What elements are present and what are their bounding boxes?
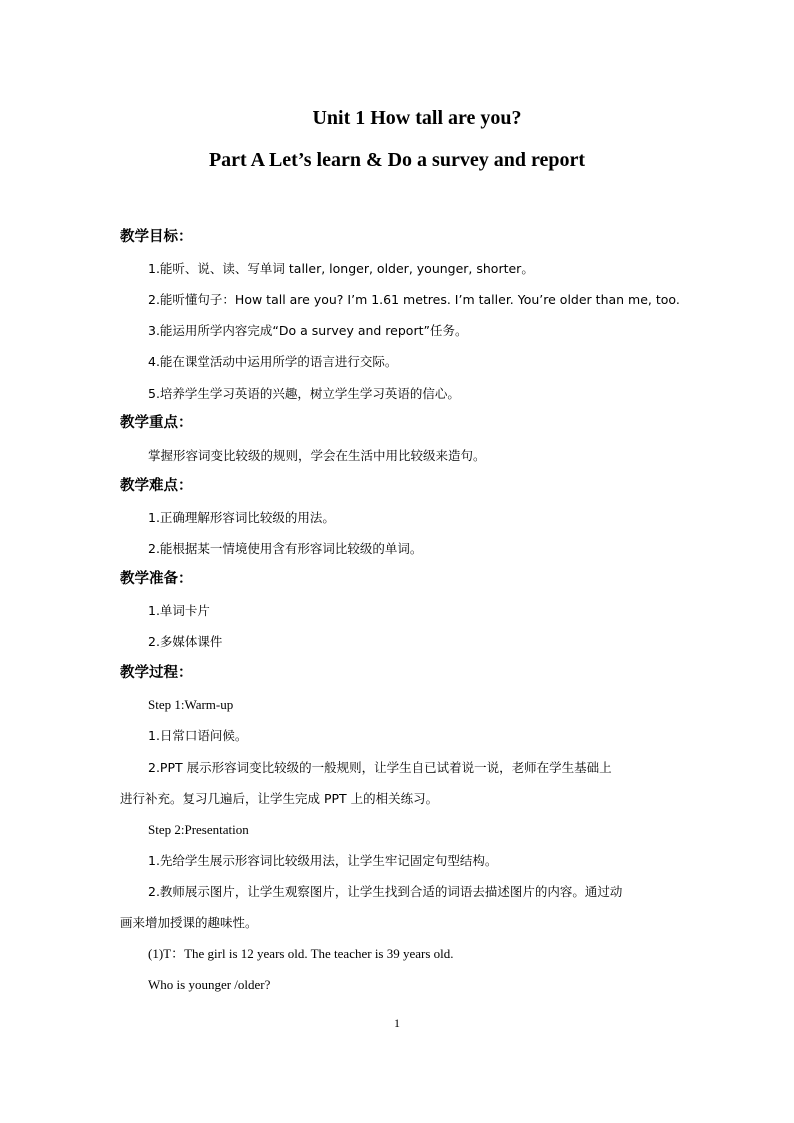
difficulty-item-2: 2.能根据某一情境使用含有形容词比较级的单词。 bbox=[148, 541, 423, 556]
step1-item-2: 2.PPT 展示形容词变比较级的一般规则，让学生自已试着说一说，老师在学生基础上 bbox=[148, 760, 612, 775]
page-number: 1 bbox=[394, 1016, 400, 1030]
step2-item-2-continued: 画来增加授课的趣味性。 bbox=[120, 915, 258, 930]
preparation-item-1: 1.单词卡片 bbox=[148, 603, 210, 618]
step2-question-line: Who is younger /older? bbox=[148, 977, 271, 992]
preparation-item-2: 2.多媒体课件 bbox=[148, 634, 223, 649]
step2-example-line: (1)T：The girl is 12 years old. The teacher is 39 years old. bbox=[148, 946, 454, 961]
step2-title: Step 2:Presentation bbox=[148, 822, 249, 837]
objective-item-3: 3.能运用所学内容完成“Do a survey and report”任务。 bbox=[148, 323, 468, 338]
objectives-heading: 教学目标： bbox=[120, 229, 193, 245]
document-subtitle: Part A Let’s learn & Do a survey and report bbox=[208, 149, 586, 171]
step2-item-1: 1.先给学生展示形容词比较级用法，让学生牢记固定句型结构。 bbox=[148, 853, 498, 868]
difficulty-item-1: 1.正确理解形容词比较级的用法。 bbox=[148, 510, 335, 525]
objective-item-5: 5.培养学生学习英语的兴趣，树立学生学习英语的信心。 bbox=[148, 386, 460, 401]
objective-item-4: 4.能在课堂活动中运用所学的语言进行交际。 bbox=[148, 354, 398, 369]
step1-item-2-continued: 进行补充。复习几遍后，让学生完成 PPT 上的相关练习。 bbox=[120, 791, 439, 806]
document-title: Unit 1 How tall are you? bbox=[312, 107, 522, 129]
preparation-heading: 教学准备： bbox=[120, 571, 193, 587]
difficulties-heading: 教学难点： bbox=[120, 478, 193, 494]
step1-title: Step 1:Warm-up bbox=[148, 697, 234, 712]
objective-item-1: 1.能听、说、读、写单词 taller, longer, older, younger, shorter。 bbox=[148, 261, 534, 276]
key-point-item-1: 掌握形容词变比较级的规则，学会在生活中用比较级来造句。 bbox=[148, 448, 486, 463]
key-points-heading: 教学重点： bbox=[120, 415, 193, 431]
step1-item-1: 1.日常口语问候。 bbox=[148, 728, 248, 743]
objective-item-2: 2.能听懂句子：How tall are you? I’m 1.61 metres. I’m taller. You’re older than me, too. bbox=[148, 292, 680, 307]
process-heading: 教学过程： bbox=[120, 665, 193, 681]
step2-item-2: 2.教师展示图片，让学生观察图片，让学生找到合适的词语去描述图片的内容。通过动 bbox=[148, 884, 623, 899]
